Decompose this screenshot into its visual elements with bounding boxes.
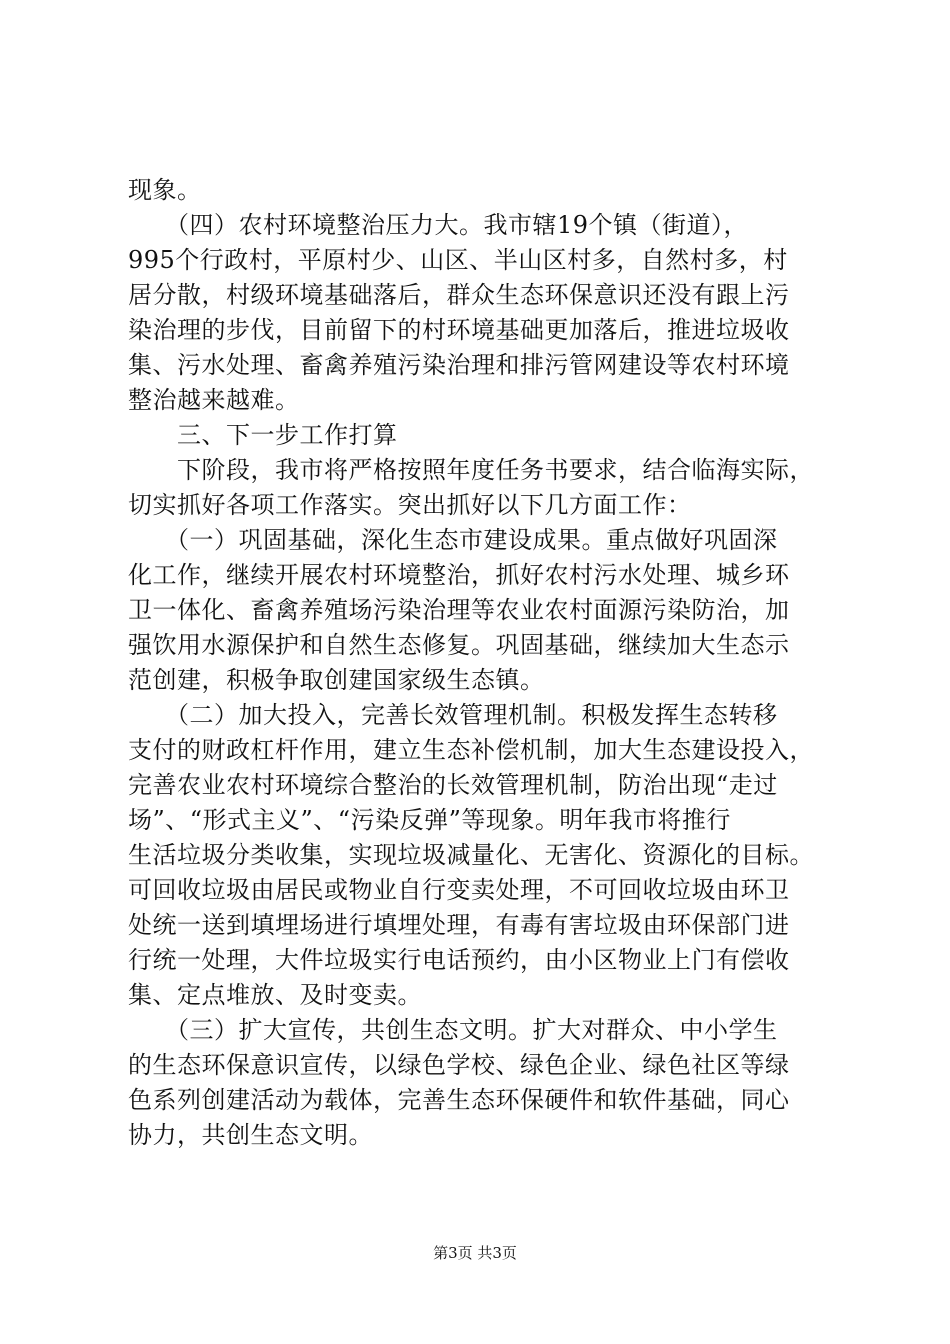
text-line: 的生态环保意识宣传，以绿色学校、绿色企业、绿色社区等绿 bbox=[128, 1051, 790, 1079]
text-line: 生活垃圾分类收集，实现垃圾减量化、无害化、资源化的目标。 bbox=[128, 841, 814, 869]
text-line: 可回收垃圾由居民或物业自行变卖处理，不可回收垃圾由环卫 bbox=[128, 876, 790, 904]
page-number-footer: 第3页 共3页 bbox=[433, 1244, 517, 1262]
text-line: 行统一处理，大件垃圾实行电话预约，由小区物业上门有偿收 bbox=[128, 946, 790, 974]
text-line: 场”、“形式主义”、“污染反弹”等现象。明年我市将推行 bbox=[128, 806, 731, 834]
text-line: 集、定点堆放、及时变卖。 bbox=[128, 981, 422, 1009]
text-line: （二）加大投入，完善长效管理机制。积极发挥生态转移 bbox=[128, 701, 778, 729]
text-line: 切实抓好各项工作落实。突出抓好以下几方面工作： bbox=[128, 491, 692, 519]
text-line: 范创建，积极争取创建国家级生态镇。 bbox=[128, 666, 545, 694]
text-line: 整治越来越难。 bbox=[128, 386, 300, 414]
text-line: 支付的财政杠杆作用，建立生态补偿机制，加大生态建设投入， bbox=[128, 736, 814, 764]
text-line: 强饮用水源保护和自然生态修复。巩固基础，继续加大生态示 bbox=[128, 631, 790, 659]
text-line: 下阶段，我市将严格按照年度任务书要求，结合临海实际， bbox=[128, 456, 814, 484]
text-line: （一）巩固基础，深化生态市建设成果。重点做好巩固深 bbox=[128, 526, 778, 554]
text-line: 集、污水处理、畜禽养殖污染治理和排污管网建设等农村环境 bbox=[128, 351, 790, 379]
text-line: 协力，共创生态文明。 bbox=[128, 1121, 373, 1149]
text-line: （四）农村环境整治压力大。我市辖19个镇（街道）， bbox=[128, 211, 749, 239]
section-heading: 三、下一步工作打算 bbox=[128, 421, 398, 449]
text-line: 居分散，村级环境基础落后，群众生态环保意识还没有跟上污 bbox=[128, 281, 790, 309]
text-line: （三）扩大宣传，共创生态文明。扩大对群众、中小学生 bbox=[128, 1016, 778, 1044]
text-line: 染治理的步伐，目前留下的村环境基础更加落后，推进垃圾收 bbox=[128, 316, 790, 344]
text-line: 995个行政村，平原村少、山区、半山区村多，自然村多，村 bbox=[128, 246, 788, 274]
text-line: 现象。 bbox=[128, 176, 202, 204]
text-line: 色系列创建活动为载体，完善生态环保硬件和软件基础，同心 bbox=[128, 1086, 790, 1114]
text-line: 处统一送到填埋场进行填埋处理，有毒有害垃圾由环保部门进 bbox=[128, 911, 790, 939]
text-line: 化工作，继续开展农村环境整治，抓好农村污水处理、城乡环 bbox=[128, 561, 790, 589]
text-line: 完善农业农村环境综合整治的长效管理机制，防治出现“走过 bbox=[128, 771, 778, 799]
text-line: 卫一体化、畜禽养殖场污染治理等农业农村面源污染防治，加 bbox=[128, 596, 790, 624]
